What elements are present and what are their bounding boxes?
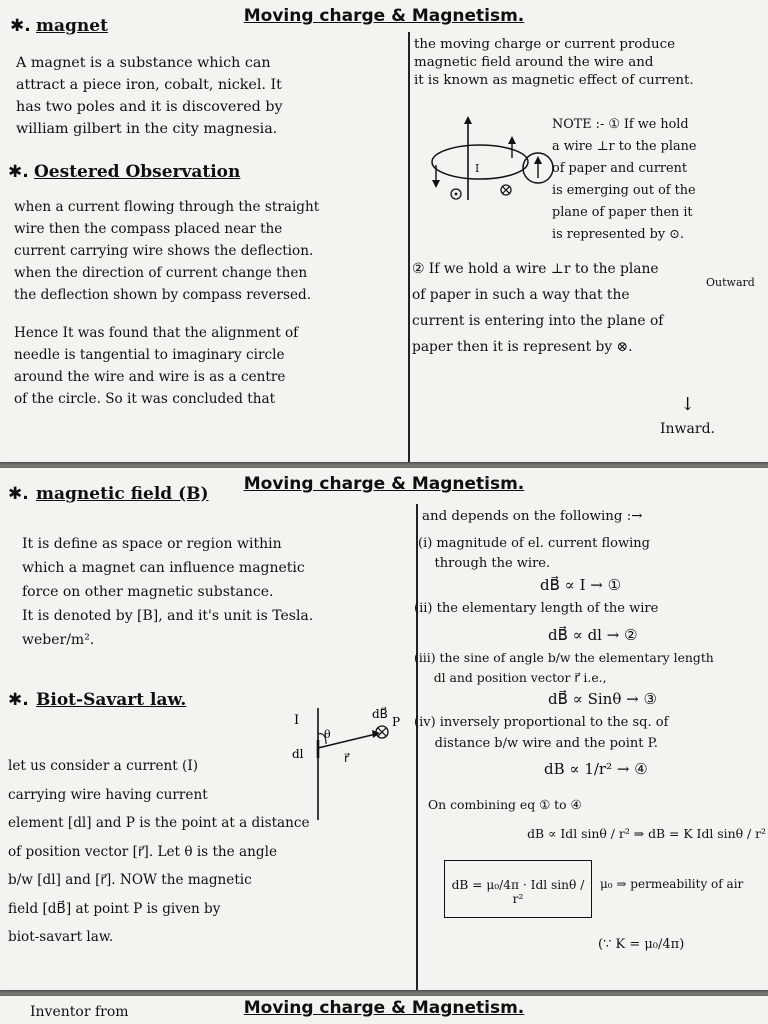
diagram-dB-label: dB⃗ [372,707,388,721]
heading-star-icon: ✱. [10,16,31,36]
page-title: Moving charge & Magnetism. [243,474,525,494]
page-title: Moving charge & Magnetism. [243,998,525,1018]
relation-3: dB⃗ ∝ Sinθ → ③ [548,690,657,708]
magnet-paragraph: A magnet is a substance which can attract a piece iron, cobalt, nickel. It has two poles and it is discovered by william gilbert in the city magnesia. [16,55,283,137]
biot-savart-formula: dB = μ₀/4π · Idl sinθ / r² [451,878,585,906]
depends-intro: and depends on the following :→ [422,509,643,524]
notes-page-2 [0,468,768,990]
diagram-r-label: r⃗ [344,751,349,765]
outward-label: Outward [706,276,755,289]
inward-label: Inward. [660,421,715,437]
factor-2: (ii) the elementary length of the wire [414,601,659,616]
section-heading-magnet: magnet [36,16,108,36]
factor-3: (iii) the sine of angle b/w the elementary length dl and position vector r⃗ i.e., [414,650,714,685]
combined-relation: dB ∝ Idl sinθ / r² ⇒ dB = K Idl sinθ / r² [527,826,766,841]
oersted-paragraph: when a current flowing through the straight wire then the compass placed near the current carrying wire shows the deflection. when the direction of current change then the deflection shown by compass reversed. [14,199,320,303]
relation-4: dB ∝ 1/r² → ④ [544,760,648,778]
conclusion-paragraph: Hence It was found that the alignment of needle is tangential to imaginary circle around the wire and wire is as a centre of the circle. So it was concluded that [14,325,299,407]
magnetic-field-paragraph: It is define as space or region within which a magnet can influence magnetic force on other magnetic substance. It is denoted by [B], and it's unit is Tesla. weber/m². [22,536,314,648]
biot-savart-paragraph: let us consider a current (I) carrying wire having current element [dl] and P is the point at a distance of position vector [r⃗]. Let θ is the angle b/w [dl] and [r⃗]. NOW the magnetic field [dB⃗] at point P is given by biot-savart law. [8,758,310,945]
note-one: NOTE :- ① If we hold a wire ⊥r to the plane of paper and current is emerging out of the plane of paper then it is represented by ⊙. [552,117,697,242]
relation-1: dB⃗ ∝ I → ① [540,576,622,594]
notes-page-1 [0,0,768,462]
page-title: Moving charge & Magnetism. [243,6,525,26]
page3-left-fragment: Inventor from [30,1004,129,1020]
section-heading-oersted: Oestered Observation [34,162,241,182]
section-heading-magnetic-field: magnetic field (B) [36,484,209,504]
heading-star-icon: ✱. [8,484,29,504]
note-two: ② If we hold a wire ⊥r to the plane of paper in such a way that the current is entering into the plane of paper then it is represent by ⊗. [412,261,664,355]
diagram-theta-label: θ [324,728,331,741]
factor-1: (i) magnitude of el. current flowing through the wire. [418,536,650,571]
diagram-point-label: P [392,715,401,729]
section-heading-biot-savart: Biot-Savart law. [36,690,187,710]
diagram-current-label: I [475,162,480,175]
magnetic-effect-paragraph: the moving charge or current produce magnetic field around the wire and it is known as magnetic effect of current. [414,37,694,88]
k-constant-note: (∵ K = μ₀/4π) [598,937,685,952]
heading-star-icon: ✱. [8,690,29,710]
notes-page-3 [0,996,768,1024]
down-arrow-icon: ↓ [680,394,696,415]
heading-star-icon: ✱. [8,162,29,182]
column-divider [408,32,410,462]
combining-line: On combining eq ① to ④ [428,797,582,812]
relation-2: dB⃗ ∝ dl → ② [548,626,638,644]
diagram-element-label: dl [292,747,304,761]
diagram-current-label: I [294,713,300,728]
current-loop-diagram [420,110,570,210]
factor-4: (iv) inversely proportional to the sq. of distance b/w wire and the point P. [414,715,669,751]
permeability-note: μ₀ ⇒ permeability of air [600,877,744,891]
